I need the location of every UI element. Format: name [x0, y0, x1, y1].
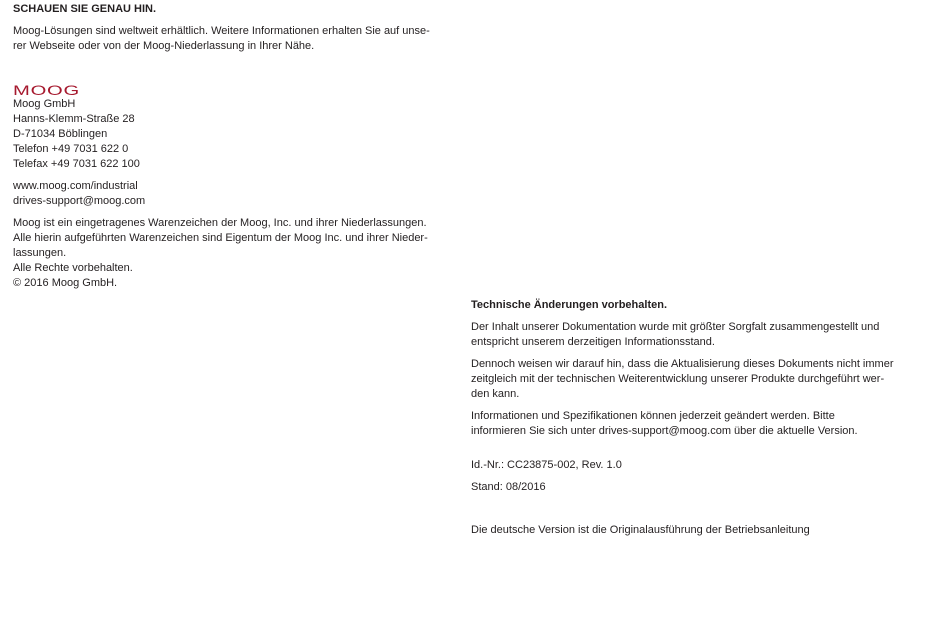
intro-line: Moog-Lösungen sind weltweit erhältlich. Weitere Informationen erhalten Sie auf unse- [13, 25, 430, 37]
specification-paragraph [471, 409, 911, 439]
web-block [13, 179, 433, 209]
paragraph-line: entspricht unserem derzeitigen Informationsstand. [471, 336, 715, 348]
right-column [471, 298, 911, 538]
paragraph-line: informieren Sie sich unter drives-support@moog.com über die aktuelle Version. [471, 425, 858, 437]
legal-line: Moog ist ein eingetragenes Warenzeichen der Moog, Inc. und ihrer Niederlassungen. [13, 217, 427, 229]
website-link[interactable]: www.moog.com/industrial [13, 180, 138, 192]
legal-line: lassungen. [13, 247, 67, 259]
right-heading: Technische Änderungen vorbehalten. [471, 299, 667, 311]
paragraph-line: den kann. [471, 388, 520, 400]
paragraph-line: zeitgleich mit der technischen Weiterentwicklung unserer Produkte durchgeführt wer- [471, 373, 885, 385]
id-number: Id.-Nr.: CC23875-002, Rev. 1.0 [471, 459, 622, 471]
paragraph-line: Der Inhalt unserer Dokumentation wurde mit größter Sorgfalt zusammengestellt und [471, 321, 880, 333]
documentation-paragraph [471, 320, 911, 350]
company-name: Moog GmbH [13, 98, 76, 110]
svg-text:MOOG: MOOG [13, 83, 80, 97]
document-date: Stand: 08/2016 [471, 481, 546, 493]
fax: Telefax +49 7031 622 100 [13, 158, 140, 170]
intro-line: rer Webseite oder von der Moog-Niederlassung in Ihrer Nähe. [13, 40, 315, 52]
copyright: © 2016 Moog GmbH. [13, 277, 118, 289]
paragraph-line: Dennoch weisen wir darauf hin, dass die Aktualisierung dieses Dokuments nicht immer [471, 358, 894, 370]
language-note: Die deutsche Version ist die Originalausführung der Betriebsanleitung [471, 524, 810, 536]
legal-line: Alle hierin aufgeführten Warenzeichen sind Eigentum der Moog Inc. und ihrer Nieder- [13, 232, 428, 244]
intro-paragraph [13, 24, 433, 54]
address-block [13, 97, 433, 172]
street: Hanns-Klemm-Straße 28 [13, 113, 135, 125]
left-column [13, 2, 433, 291]
update-notice-paragraph [471, 357, 911, 402]
email-link[interactable]: drives-support@moog.com [13, 195, 146, 207]
paragraph-line: Informationen und Spezifikationen können jederzeit geändert werden. Bitte [471, 410, 835, 422]
left-heading: SCHAUEN SIE GENAU HIN. [13, 3, 157, 15]
legal-block [13, 216, 433, 291]
moog-logo [13, 83, 81, 97]
legal-line: Alle Rechte vorbehalten. [13, 262, 133, 274]
city: D-71034 Böblingen [13, 128, 108, 140]
phone: Telefon +49 7031 622 0 [13, 143, 129, 155]
